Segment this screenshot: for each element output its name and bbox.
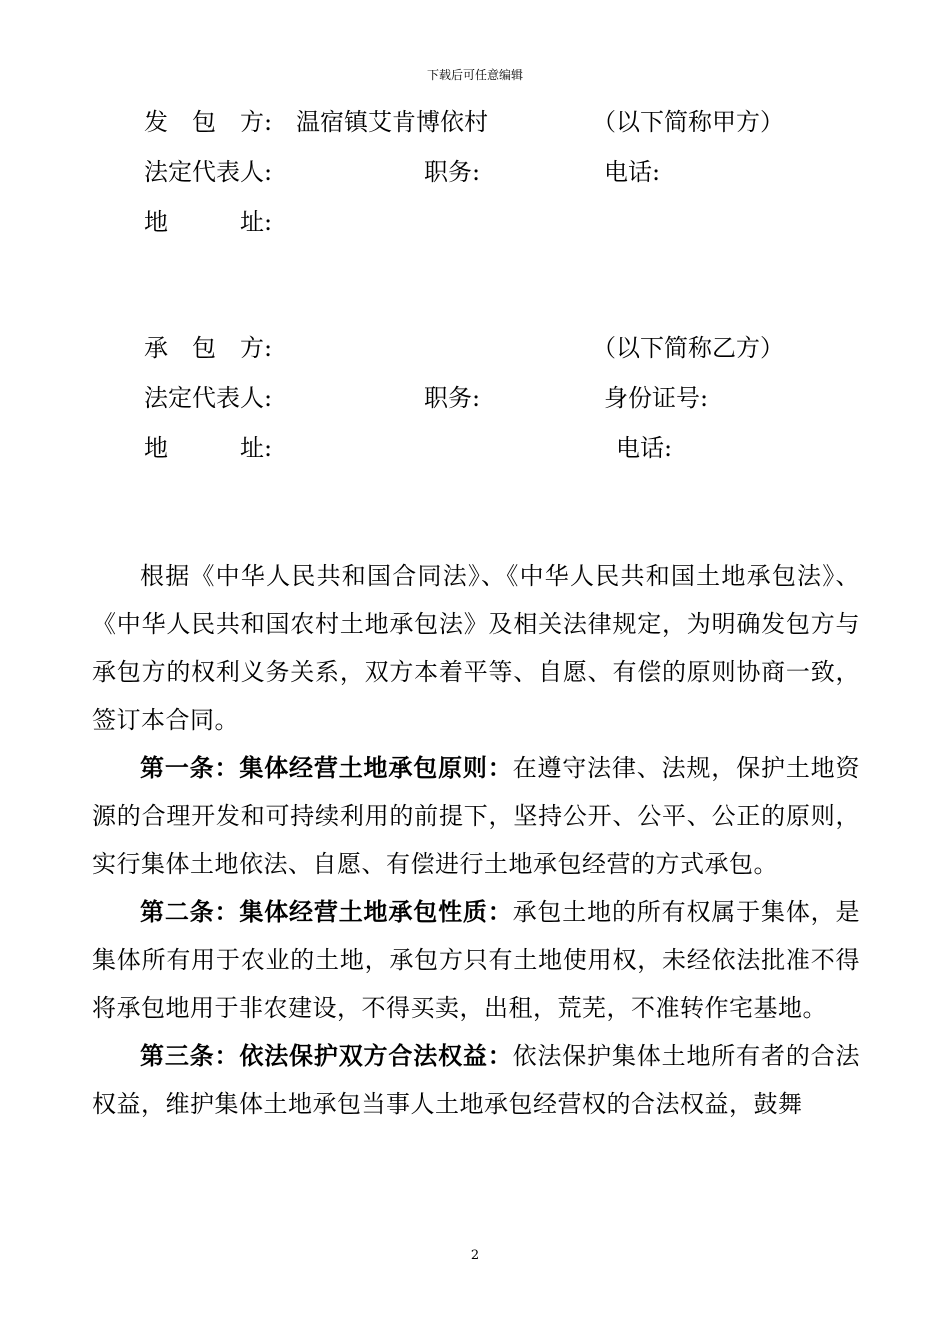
party-a-alias: （以下简称甲方） xyxy=(592,108,784,136)
article-2-text: 承包土地的所有权属于集体，是集体所有用于农业的土地，承包方只有土地使用权，未经依法批准不得将承包地用于非农建设，不得买卖，出租，荒芜，不准转作宅基地。 xyxy=(92,898,861,1022)
party-b-address-label: 地 址: xyxy=(144,434,273,462)
page-number: 2 xyxy=(470,1248,480,1263)
article-2-heading: 第二条：集体经营土地承包性质： xyxy=(140,897,513,926)
party-a-name: 温宿镇艾肯博依村 xyxy=(296,108,488,136)
party-a-phone-label: 电话: xyxy=(604,158,661,186)
party-b-rep-label: 法定代表人: xyxy=(144,384,273,412)
page-header-note: 下载后可任意编辑 xyxy=(426,68,523,82)
article-1 xyxy=(92,744,860,888)
party-b-role-label: 承 包 方: xyxy=(144,334,273,362)
contract-body xyxy=(92,552,860,1128)
party-a-position-label: 职务: xyxy=(424,158,481,186)
article-3 xyxy=(92,1032,860,1128)
article-1-text: 在遵守法律、法规，保护土地资源的合理开发和可持续利用的前提下，坚持公开、公平、公正的原则，实行集体土地依法、自愿、有偿进行土地承包经营的方式承包。 xyxy=(92,754,861,878)
preamble-paragraph: 根据《中华人民共和国合同法》、《中华人民共和国土地承包法》、《中华人民共和国农村土地承包法》及相关法律规定，为明确发包方与承包方的权利义务关系，双方本着平等、自愿、有偿的原则协商一致，签订本合同。 xyxy=(92,562,860,734)
article-3-heading: 第三条：依法保护双方合法权益： xyxy=(140,1041,513,1070)
party-a-rep-label: 法定代表人: xyxy=(144,158,273,186)
party-b-phone-label: 电话: xyxy=(616,434,673,462)
party-b-id-label: 身份证号: xyxy=(604,384,709,412)
party-a-role-label: 发 包 方: xyxy=(144,108,273,136)
article-3-text: 依法保护集体土地所有者的合法权益，维护集体土地承包当事人土地承包经营权的合法权益，鼓舞 xyxy=(92,1042,861,1118)
party-a-address-label: 地 址: xyxy=(144,208,273,236)
party-b-alias: （以下简称乙方） xyxy=(592,334,784,362)
article-2 xyxy=(92,888,860,1032)
article-1-heading: 第一条：集体经营土地承包原则： xyxy=(140,753,513,782)
party-b-position-label: 职务: xyxy=(424,384,481,412)
